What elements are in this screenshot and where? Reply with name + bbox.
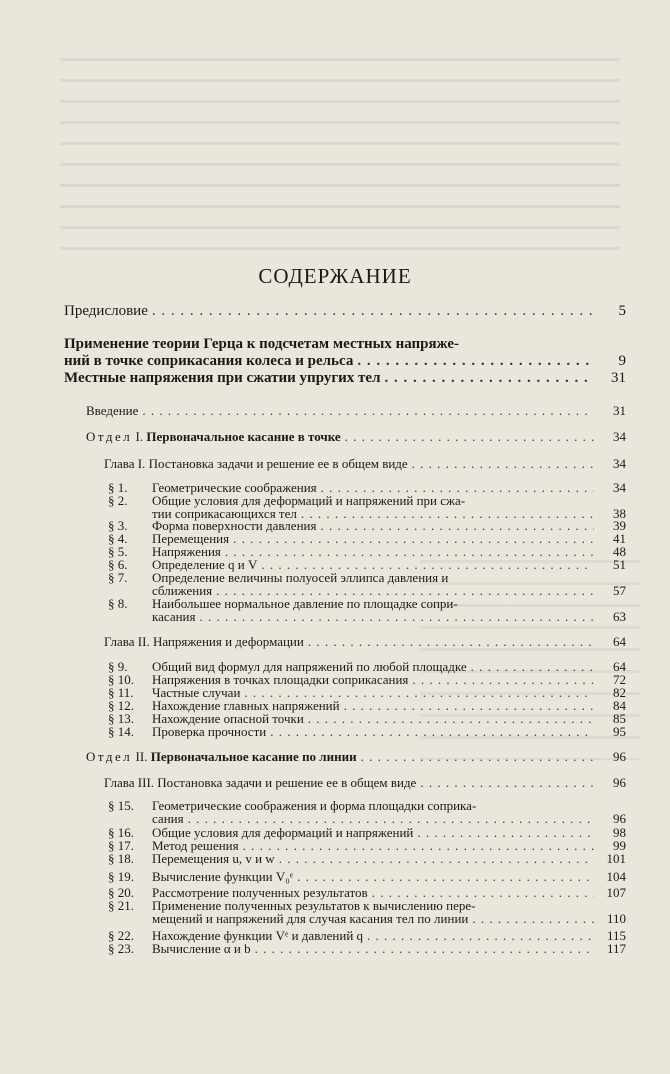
toc-page-number: 5 [618, 303, 626, 319]
toc-entry-section [152, 724, 626, 740]
section-number: § 22. [108, 928, 134, 943]
toc-page-number: 117 [606, 941, 626, 956]
section-title-line1: Применение полученных результатов к вычислению пере- [152, 898, 476, 913]
toc-page-number: 57 [613, 583, 626, 598]
toc-entry-section [152, 911, 626, 927]
toc-entry-text: Напряжения в точках площадки соприкасания [152, 672, 409, 687]
section-number: § 11. [108, 685, 134, 700]
section-number: § 16. [108, 825, 134, 840]
toc-entry-text: сания [152, 811, 184, 826]
toc-entry-section [152, 851, 626, 867]
toc-entry-text: Глава I. Постановка задачи и решение ее в общем виде [104, 456, 408, 471]
dept-number: II. [135, 749, 148, 764]
dept-title: Первоначальное касание по линии [150, 749, 357, 764]
toc-entry-text: Определение q и V [152, 557, 258, 572]
section-number: § 10. [108, 672, 134, 687]
toc-page-number: 48 [613, 544, 626, 559]
toc-page-number: 31 [611, 370, 626, 386]
leader-dots [255, 941, 594, 957]
toc-entry-chapter-3 [104, 775, 626, 791]
toc-page-number: 98 [613, 825, 626, 840]
section-number: § 21. [108, 898, 134, 913]
toc-entry-text: ний в точке соприкасания колеса и рельса [64, 353, 354, 369]
toc-page-number: 38 [613, 506, 626, 521]
toc-page-number: 9 [618, 353, 626, 369]
toc-entry-dept-2 [86, 749, 626, 765]
toc-entry-text: Вычисление α и b [152, 941, 251, 956]
toc-page-number: 95 [613, 724, 626, 739]
toc-entry-section [152, 869, 626, 885]
toc-entry-text: Нахождение главных напряжений [152, 698, 340, 713]
leader-dots [472, 911, 594, 927]
section-number: § 3. [108, 518, 128, 533]
toc-page-number: 96 [613, 811, 626, 826]
page-title: СОДЕРЖАНИЕ [258, 264, 412, 288]
toc-page-number: 82 [613, 685, 626, 700]
leader-dots [199, 609, 594, 625]
leader-dots [420, 775, 594, 791]
leader-dots [270, 724, 594, 740]
toc-entry-preface [64, 303, 626, 320]
toc-page-number: 64 [613, 659, 626, 674]
leader-dots [142, 403, 594, 419]
section-number: § 7. [108, 570, 128, 585]
toc-page-number: 41 [613, 531, 626, 546]
toc-page-number: 72 [613, 672, 626, 687]
section-number: § 9. [108, 659, 128, 674]
section-number: § 12. [108, 698, 134, 713]
dept-prefix: Отдел [86, 429, 133, 444]
toc-entry-text: Нахождение опасной точки [152, 711, 304, 726]
toc-page-number: 115 [606, 928, 626, 943]
toc-entry-text: Частные случаи [152, 685, 241, 700]
section-number: § 17. [108, 838, 134, 853]
section-title-line1: Наибольшее нормальное давление по площадке сопри- [152, 596, 458, 611]
section-number: § 23. [108, 941, 134, 956]
toc-entry-chapter-1 [104, 456, 626, 472]
section-number: § 20. [108, 885, 134, 900]
section-number: § 5. [108, 544, 128, 559]
toc-page-number: 51 [613, 557, 626, 572]
toc-page-number: 96 [613, 775, 626, 790]
toc-entry-text: Общие условия для деформаций и напряжений [152, 825, 414, 840]
leader-dots [308, 634, 594, 650]
toc-page-number: 34 [613, 480, 626, 495]
section-number: § 2. [108, 493, 128, 508]
section-number: § 18. [108, 851, 134, 866]
toc-entry-text: мещений и напряжений для случая касания тел по линии [152, 911, 469, 926]
toc-entry-text: Вычисление функции V₀ᵉ [152, 869, 294, 884]
toc-entry-text: касания [152, 609, 196, 624]
dept-title: Первоначальное касание в точке [146, 429, 341, 444]
dept-number: I. [135, 429, 144, 444]
toc-page-number: 34 [613, 429, 626, 444]
section-number: § 15. [108, 798, 134, 813]
section-number: § 13. [108, 711, 134, 726]
toc-page-number: 96 [613, 749, 626, 764]
section-number: § 14. [108, 724, 134, 739]
toc-entry-intro [86, 403, 626, 419]
section-number: § 6. [108, 557, 128, 572]
toc-entry-text: Введение [86, 403, 139, 418]
toc-page-number: 101 [606, 851, 626, 866]
toc-entry-text: Метод решения [152, 838, 239, 853]
toc-entry-text: Геометрические соображения [152, 480, 317, 495]
section-title-line1: Геометрические соображения и форма площадки соприка- [152, 798, 477, 813]
leader-dots [345, 429, 594, 445]
toc-page-number: 34 [613, 456, 626, 471]
toc-page-number: 85 [613, 711, 626, 726]
toc-page-number: 39 [613, 518, 626, 533]
toc-page-number: 31 [613, 403, 626, 418]
toc-page-number: 64 [613, 634, 626, 649]
toc-entry-text: Напряжения [152, 544, 221, 559]
toc-entry-section [152, 609, 626, 625]
toc-page-number: 110 [606, 911, 626, 926]
leader-dots [357, 353, 594, 370]
leader-dots [279, 851, 594, 867]
toc-entry-text: Форма поверхности давления [152, 518, 317, 533]
toc-entry-text: Общий вид формул для напряжений по любой площадке [152, 659, 467, 674]
toc-entry-text: Перемещения u, v и w [152, 851, 275, 866]
toc-page-number: 84 [613, 698, 626, 713]
toc-entry-chapter-2 [104, 634, 626, 650]
bleed-through-text [60, 58, 620, 258]
toc-page-number: 99 [613, 838, 626, 853]
section-number: § 1. [108, 480, 128, 495]
toc-entry-dept-1 [86, 429, 626, 445]
toc-page-number: 104 [606, 869, 626, 884]
toc-entry-text: Проверка прочности [152, 724, 267, 739]
toc-entry-text: Местные напряжения при сжатии упругих тел [64, 370, 381, 386]
section-number: § 19. [108, 869, 134, 884]
toc-entry-text: Предисловие [64, 303, 148, 319]
toc-entry-hertz [64, 353, 626, 370]
toc-entry-text: Перемещения [152, 531, 230, 546]
section-number: § 4. [108, 531, 128, 546]
section-title-line1: Общие условия для деформаций и напряжений при сжа- [152, 493, 466, 508]
toc-entry-local-stresses [64, 370, 626, 387]
leader-dots [361, 749, 594, 765]
toc-entry-text: Глава III. Постановка задачи и решение ее в общем виде [104, 775, 417, 790]
toc-entry-text: Глава II. Напряжения и деформации [104, 634, 304, 649]
dept-prefix: Отдел [86, 749, 133, 764]
toc-page-number: 107 [606, 885, 626, 900]
leader-dots [152, 303, 594, 320]
toc-page-number: 63 [613, 609, 626, 624]
section-number: § 8. [108, 596, 128, 611]
toc-entry-text: тии соприкасающихся тел [152, 506, 297, 521]
toc-entry-hertz-line1: Применение теории Герца к подсчетам местных напряже- [64, 336, 459, 352]
toc-entry-text: сближения [152, 583, 213, 598]
leader-dots [412, 456, 594, 472]
section-title-line1: Определение величины полуосей эллипса давления и [152, 570, 449, 585]
leader-dots [384, 370, 594, 387]
leader-dots [297, 869, 594, 885]
toc-entry-section [152, 941, 626, 957]
toc-entry-text: Рассмотрение полученных результатов [152, 885, 368, 900]
toc-entry-text: Нахождение функции Vᵉ и давлений q [152, 928, 364, 943]
